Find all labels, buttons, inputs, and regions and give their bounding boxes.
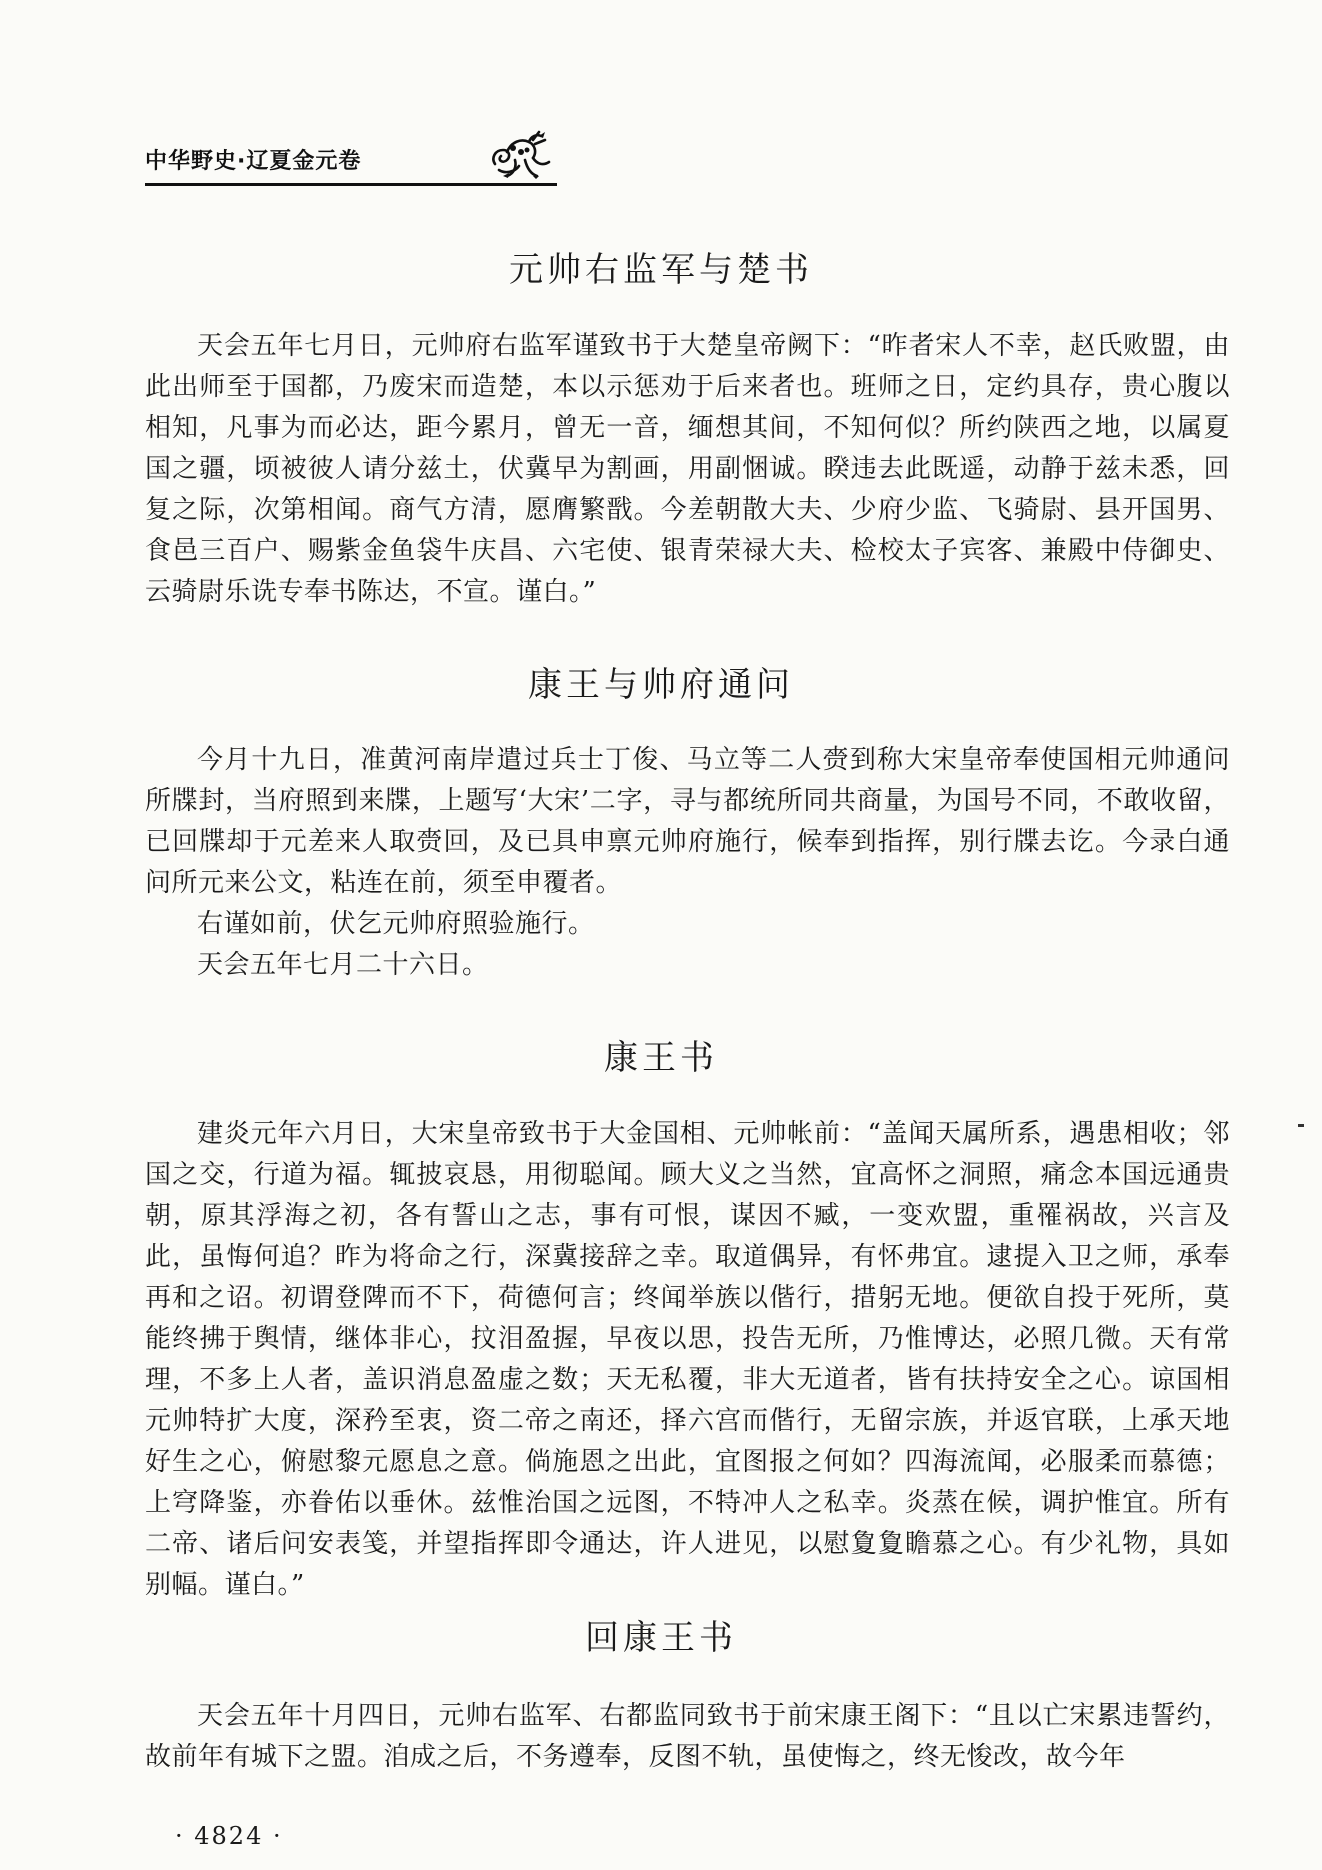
text-line: 右谨如前，伏乞元帅府照验施行。: [197, 909, 595, 939]
paragraph: 建炎元年六月日，大宋皇帝致书于大金国相、元帅帐前：“盖闻天属所系，遇患相收；邻国之交，行道为福。辄披哀恳，用彻聪闻。顾大义之当然，宜高怀之洞照，痛念本国远通贵朝，原其浮海之初，各有誓山之志，事有可恨，谋因不臧，一变欢盟，重罹祸故，兴言及此，虽悔何追？昨为将命之行，深冀接辞之幸。取道偶异，有怀弗宜。逮提入卫之师，承奉再和之诏。初谓登陴而不下，荷德何言；终闻举族以偕行，措躬无地。便欲自投于死所，莫能终拂于舆情，继体非心，抆泪盈握，早夜以思，投告无所，乃惟博达，必照几微。天有常理，不多上人者，盖识消息盈虚之数；天无私覆，非大无道者，皆有扶持安全之心。谅国相元帅特扩大度，深矜至衷，资二帝之南还，择六宫而偕行，无留宗族，并返官联，上承天地好生之心，俯慰黎元愿息之意。倘施恩之出此，宜图报之何如？四海流闻，必服柔而慕德；上穹降鉴，亦眷佑以垂休。兹惟治国之远图，不特冲人之私幸。炎蒸在候，调护惟宜。所有二帝、诸后问安表笺，并望指挥即令通达，许人进见，以慰夐夐瞻慕之心。有少礼物，具如别幅。谨白。”: [145, 1119, 1230, 1600]
section-title: 回康王书: [585, 1618, 737, 1658]
scan-speck: [1298, 1124, 1304, 1127]
section-title: 元帅右监军与楚书: [509, 250, 813, 290]
page-number: · 4824 ·: [175, 1822, 283, 1850]
text-line: 天会五年七月二十六日。: [197, 950, 489, 980]
book-title: 中华野史·辽夏金元卷: [145, 149, 362, 174]
running-header: [145, 130, 695, 182]
section-title: 康王与帅府通问: [528, 665, 794, 705]
dragon-emblem-icon: [485, 130, 557, 180]
section-title: 康王书: [604, 1038, 718, 1078]
header-rule: [145, 183, 557, 186]
paragraph: 天会五年七月日，元帅府右监军谨致书于大楚皇帝阙下：“昨者宋人不幸，赵氏败盟，由此出师至于国都，乃废宋而造楚，本以示惩劝于后来者也。班师之日，定约具存，贵心腹以相知，凡事为而必达，距今累月，曾无一音，缅想其间，不知何似？所约陕西之地，以属夏国之疆，顷被彼人请分兹土，伏冀早为割画，用副悃诚。睽违去此既遥，动静于兹未悉，回复之际，次第相闻。商气方清，愿膺繁戬。今差朝散大夫、少府少监、飞骑尉、县开国男、食邑三百户、赐紫金鱼袋牛庆昌、六宅使、银青荣禄大夫、检校太子宾客、兼殿中侍御史、云骑尉乐诜专奉书陈达，不宣。谨白。”: [145, 331, 1230, 607]
paragraph: 今月十九日，准黄河南岸遣过兵士丁俊、马立等二人赍到称大宋皇帝奉使国相元帅通问所牒封，当府照到来牒，上题写‘大宋’二字，寻与都统所同共商量，为国号不同，不敢收留，已回牒却于元差来人取赍回，及已具申禀元帅府施行，候奉到指挥，别行牒去讫。今录白通问所元来公文，粘连在前，须至申覆者。: [145, 745, 1230, 898]
paragraph: 天会五年十月四日，元帅右监军、右都监同致书于前宋康王阁下：“且以亡宋累违誓约，故前年有城下之盟。洎成之后，不务遵奉，反图不轨，虽使悔之，终无悛改，故今年: [145, 1701, 1230, 1772]
